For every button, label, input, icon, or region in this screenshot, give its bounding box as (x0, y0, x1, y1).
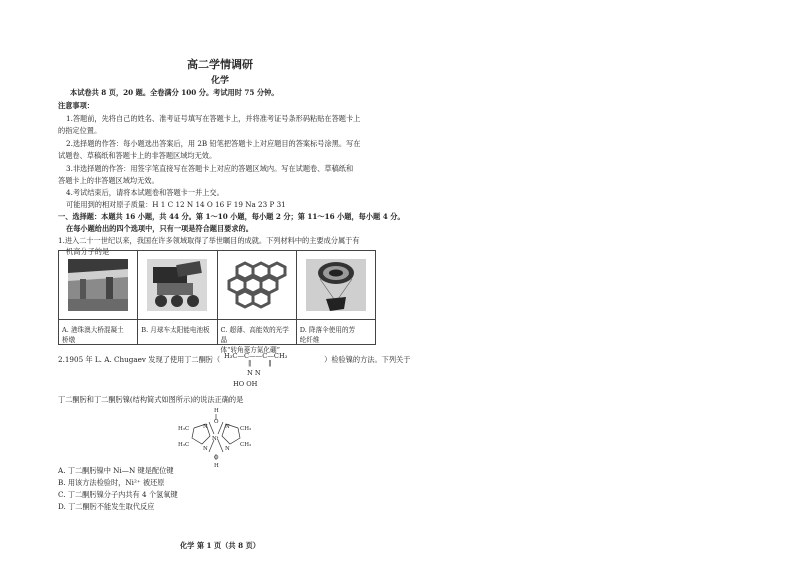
structure-n: N (225, 446, 230, 452)
page-footer: 化学 第 1 页（共 8 页） (179, 541, 260, 550)
notes-line: 2.选择题的作答：每小题选出答案后，用 2B 铅笔把答题卡上对应题目的答案标号涂黑。写在 (66, 139, 361, 148)
option-d-cell (297, 251, 375, 344)
option-b-cell (138, 251, 217, 344)
question-2-option-d: D. 丁二酮肟不能发生取代反应 (58, 502, 155, 511)
notes-line: 答题卡上的非答题区域均无效。 (58, 176, 159, 185)
structure-h3c: H₃C (178, 442, 190, 448)
subject-title: 化学 (210, 76, 229, 86)
question-2-option-c: C. 丁二酮肟镍分子内共有 4 个氢氧键 (58, 490, 178, 499)
structure-h3c: H₃C (178, 426, 190, 432)
nickel-dimethylglyoxime-structure (176, 406, 256, 468)
structure-o: O (214, 455, 219, 461)
option-a-label: A. 港珠澳大桥混凝土 桥墩 (62, 326, 124, 344)
exam-info: 本试卷共 8 页，20 题。全卷满分 100 分。考试用时 75 分钟。 (70, 88, 279, 97)
question-2-stem: 2.1905 年 L. A. Chugaev 发现了使用丁二酮肟（ ）检验镍的方法。下列关于 (58, 355, 411, 364)
lunar-rover-image (147, 259, 207, 311)
structure-ch3: CH₃ (240, 426, 252, 432)
option-a-cell (59, 251, 138, 344)
question-2-stem: 丁二酮肟和丁二酮肟镍(结构简式如图所示)的说法正确的是 (58, 395, 244, 404)
structure-n: N (225, 424, 230, 430)
section-heading: 一、选择题：本题共 16 小题，共 44 分。第 1～10 小题，每小题 2 分；第 11～16 小题，每小题 4 分。 (58, 212, 405, 221)
formula-hydroxyls: HO OH (233, 380, 258, 388)
option-c-cell (218, 251, 297, 354)
question-2-option-b: B. 用该方法检验时，Ni²⁺ 被还原 (58, 478, 165, 487)
formula-double-bonds: ‖ ‖ (248, 359, 272, 367)
structure-ch3: CH₃ (240, 442, 252, 448)
notes-heading: 注意事项： (58, 101, 94, 110)
structure-n: N (203, 446, 208, 452)
parachute-image (306, 259, 366, 311)
structure-ni: Ni (212, 436, 219, 442)
page-title: 高二学情调研 (187, 58, 253, 71)
question-2-option-a: A. 丁二酮肟镍中 Ni—N 键是配位键 (58, 466, 174, 475)
notes-line: 3.非选择题的作答：用签字笔直接写在答题卡上对应的答题区域内。写在试题卷、草稿纸和 (66, 164, 354, 173)
dimethylglyoxime-formula: H₃C—C——C—CH₃ (224, 352, 288, 360)
notes-line: 1.答题前，先将自己的姓名、准考证号填写在答题卡上，并将准考证号条形码粘贴在答题卡上 (66, 114, 361, 123)
atomic-mass-line: 可能用到的相对原子质量：H 1 C 12 N 14 O 16 F 19 Na 23 P 31 (66, 200, 286, 209)
notes-line: 4.考试结束后，请将本试题卷和答题卡一并上交。 (66, 188, 224, 197)
bridge-concrete-image (68, 259, 128, 311)
option-d-label: D. 降落伞使用的芳 纶纤维 (299, 326, 356, 344)
structure-o: O (214, 419, 219, 425)
option-b-label: B. 月球车太阳能电池板 (141, 326, 210, 334)
structure-h: H (214, 408, 219, 414)
question-1-options-table (58, 250, 376, 354)
notes-line: 的指定位置。 (58, 126, 102, 135)
boron-nitride-lattice-image (227, 259, 287, 311)
structure-n: N (203, 424, 208, 430)
section-subheading: 在每小题给出的四个选项中，只有一项是符合题目要求的。 (66, 224, 253, 233)
question-1-stem: 1.进入二十一世纪以来，我国在许多领域取得了举世瞩目的成就。下列材料中的主要成分属于有 (58, 236, 360, 245)
question-1-stem: 机高分子的是 (66, 247, 110, 256)
structure-h: H (214, 463, 219, 468)
notes-line: 试题卷、草稿纸和答题卡上的非答题区域均无效。 (58, 151, 217, 160)
option-c-label: C. 超薄、高能效的光学晶 体“转角菱方氮化硼” (220, 326, 289, 354)
formula-nitrogens: N N (247, 369, 261, 377)
